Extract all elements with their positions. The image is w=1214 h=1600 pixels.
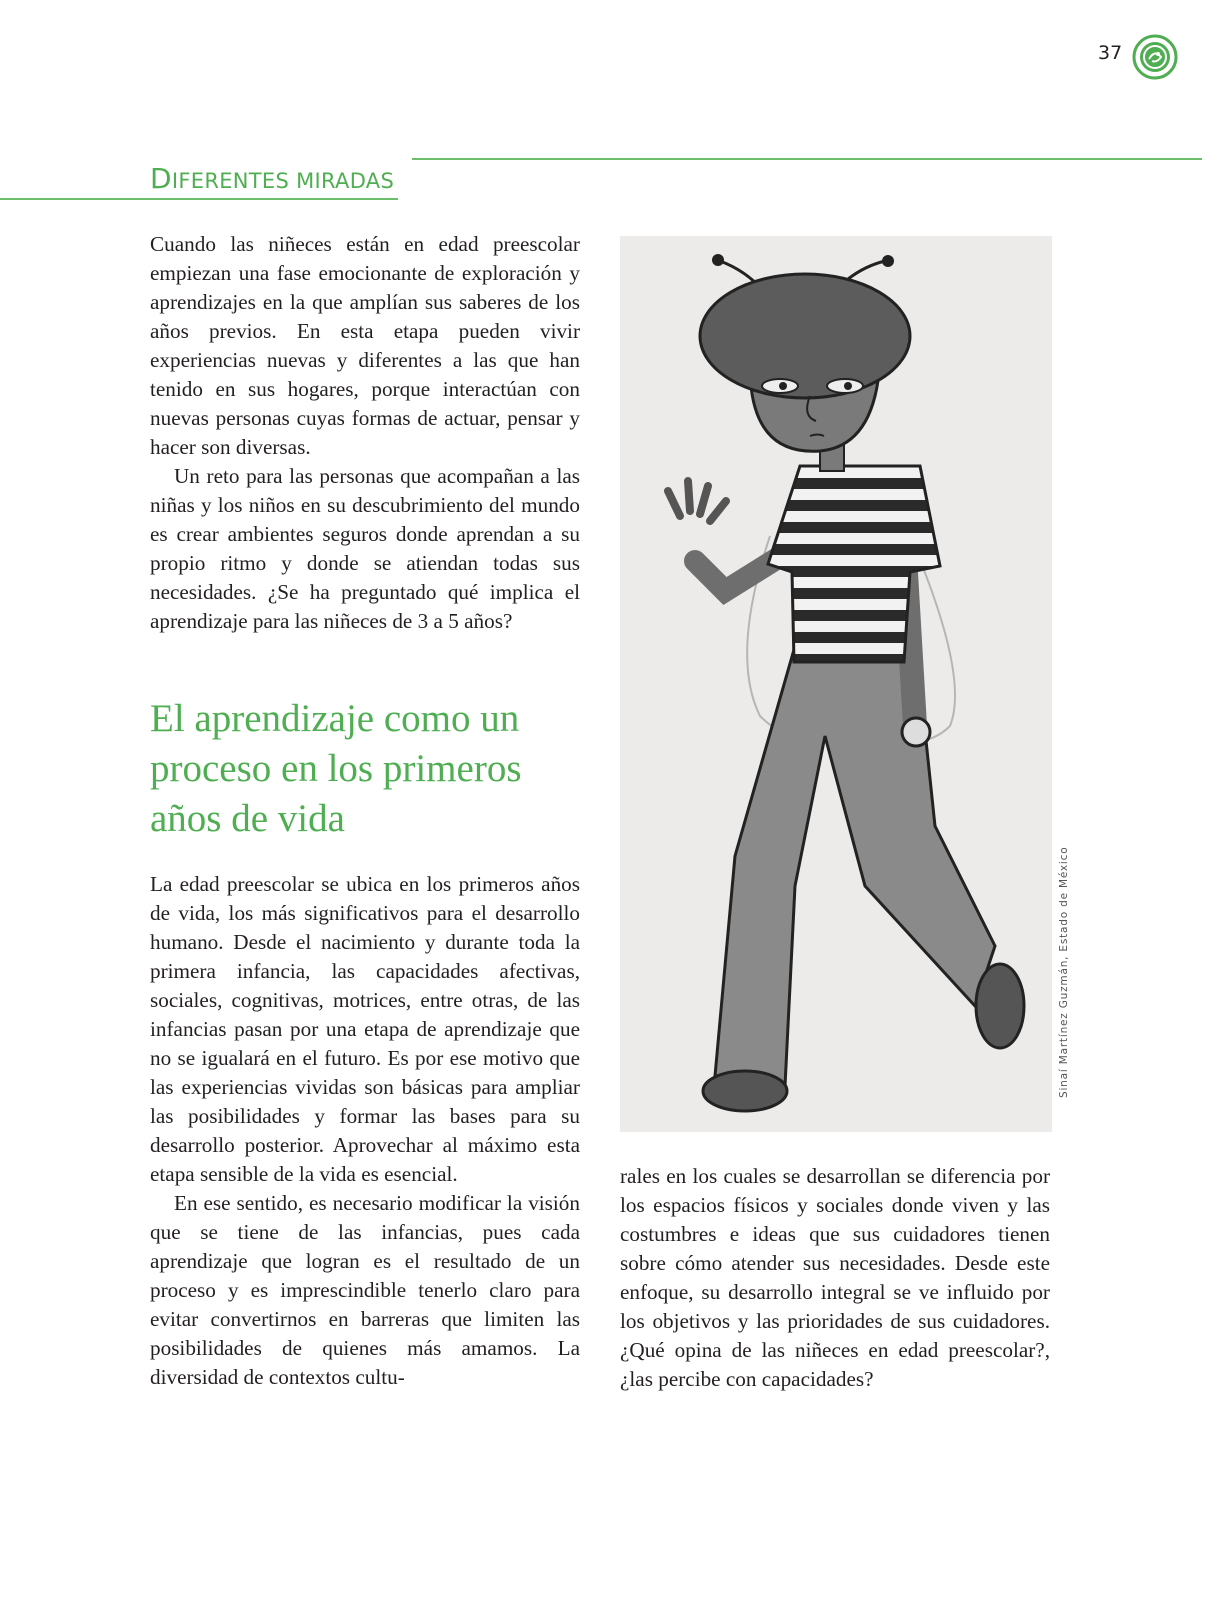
intro-column [150, 230, 580, 636]
child-illustration [620, 236, 1052, 1132]
program-logo-icon [1132, 34, 1178, 80]
section-heading: El aprendizaje como un proceso en los primeros años de vida [150, 697, 522, 840]
section-left-column [150, 870, 580, 1392]
section-paragraph-2-continued: rales en los cuales se desarrollan se diferencia por los espacios físicos y sociales donde viven y las costumbres e ideas que sus cuidadores tienen sobre cómo atender sus necesidades. Desde este enfoque, su desarrollo integral se ve influido por los objetivos y las prioridades de sus cuidadores. ¿Qué opina de las niñeces en edad preescolar?, ¿las percibe con capacidades? [620, 1164, 1050, 1391]
intro-paragraph-1: Cuando las niñeces están en edad preescolar empiezan una fase emocionante de exploración y aprendizajes en la que amplían sus saberes de los años previos. En esta etapa pueden vivir experiencias nuevas y diferentes a las que han tenido en sus hogares, porque interactúan con nuevas personas cuyas formas de actuar, pensar y hacer son diversas. [150, 232, 580, 459]
section-right-column [620, 1162, 1050, 1394]
section-label-underline [0, 198, 398, 200]
header-rule [412, 158, 1202, 160]
section-label: DIFERENTES MIRADAS [150, 162, 395, 195]
section-paragraph-2: En ese sentido, es necesario modificar la visión que se tiene de las infancias, pues cada aprendizaje que logran es el resultado de un proceso y es imprescindible tenerlo claro para evitar convertirnos en barreras que limiten las posibilidades de quienes más amamos. La diversidad de contextos cultu- [150, 1191, 580, 1389]
intro-paragraph-2: Un reto para las personas que acompañan a las niñas y los niños en su descubrimiento del mundo es crear ambientes seguros donde aprendan a su propio ritmo y donde se atiendan todas sus necesidades. ¿Se ha preguntado qué implica el aprendizaje para las niñeces de 3 a 5 años? [150, 464, 580, 633]
section-paragraph-1: La edad preescolar se ubica en los primeros años de vida, los más significativos para el desarrollo humano. Desde el nacimiento y durante toda la primera infancia, las capacidades afectivas, sociales, cognitivas, motrices, entre otras, de las infancias pasan por una etapa de aprendizaje que no se igualará en el futuro. Es por ese motivo que las experiencias vividas son básicas para ampliar las posibilidades y formar las bases para su desarrollo posterior. Aprovechar al máximo esta etapa sensible de la vida es esencial. [150, 872, 580, 1186]
page-number: 37 [1098, 42, 1123, 64]
illustration-credit: Sinaí Martínez Guzmán, Estado de México [1058, 846, 1070, 1098]
child-drawing-icon [620, 236, 1052, 1132]
